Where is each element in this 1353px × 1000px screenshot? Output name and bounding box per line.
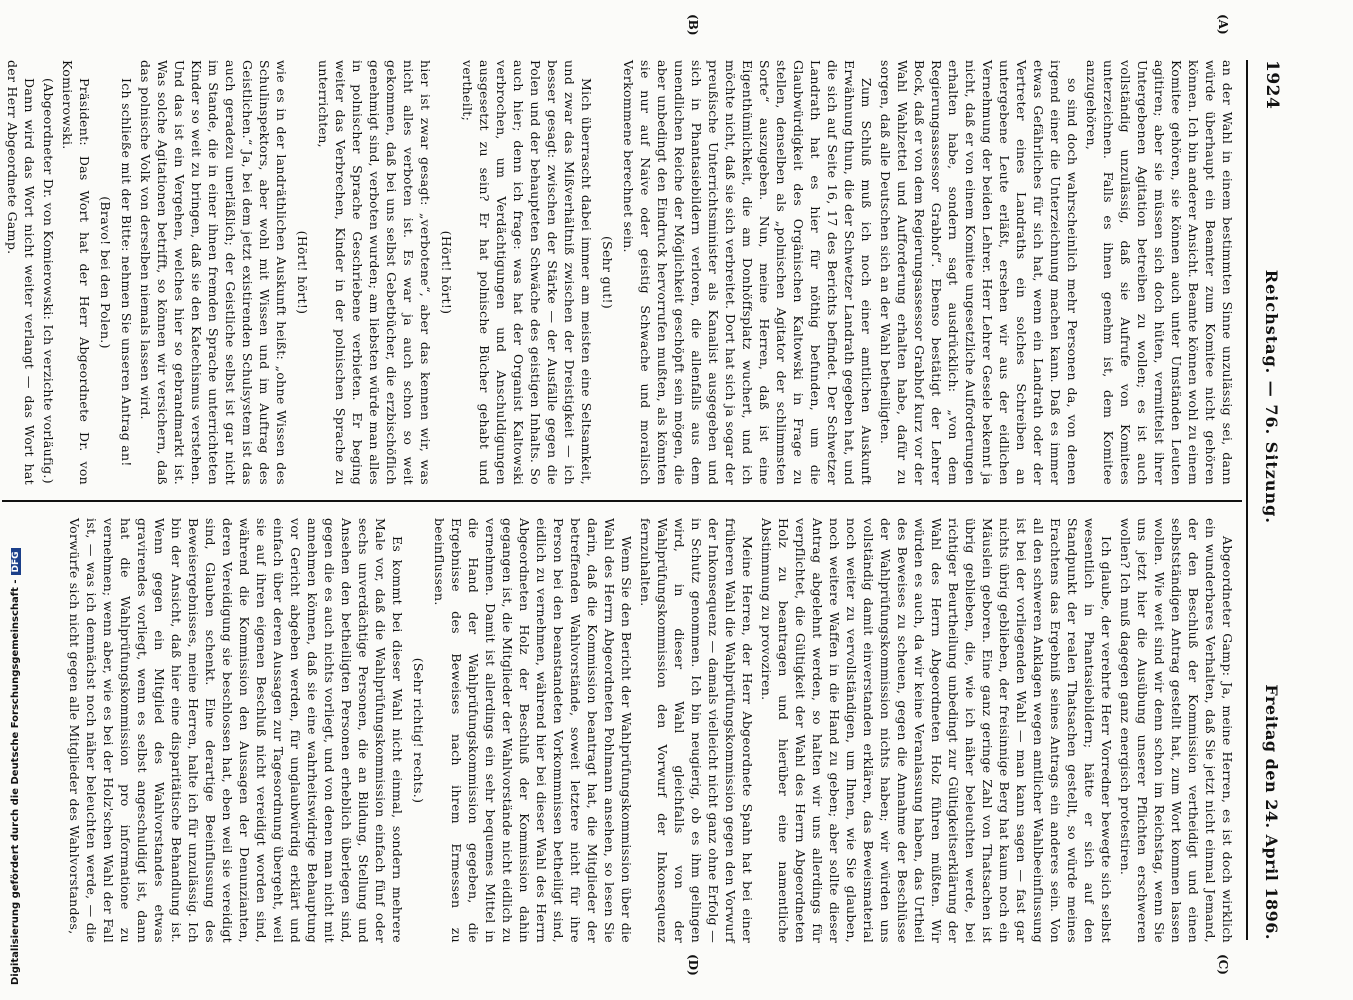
page-number: 1924 (1262, 60, 1282, 110)
interjection: (Sehr gut!) (600, 235, 615, 310)
column-divider (2, 500, 1242, 502)
interjection: (Bravo! bei den Polen.) (98, 196, 113, 349)
paragraph: (Abgeordneter Dr. von Komierowski: Ich verzichte vorläufig.) (41, 78, 56, 484)
interjection: (Hört! hört!) (295, 230, 310, 315)
header-date: Freitag den 24. April 1896. (1262, 684, 1282, 940)
margin-marker-d: (D) (686, 954, 700, 976)
paragraph: Dann wird das Wort nicht weiter verlangt — das Wort hat der Herr Abgeordnete Gamp. (5, 60, 37, 485)
paragraph: Präsident: Das Wort hat der Herr Abgeordnete Dr. von Komierowski. (60, 60, 92, 485)
paragraph: Meine Herren, der Herr Abgeordnete Spahn hat bei einer früheren Wahl die Wahlprüfungskommission gegen den Vorwurf der Inkonsequenz — damals vielleicht nicht ganz ohne Erfolg — in Schutz genommen. Ich bin neugierig, ob es ihm gelingen wird, in dieser Wahl gleichfalls von der Wahlprüfungskommission den Vorwurf der Inkonsequenz fernzuhalten. (638, 518, 755, 943)
paragraph: wie es in der landräthlichen Auskunft heißt: „ohne Wissen des Schulinspektors, aber wohl mit Wissen und im Auftrag des Geistlichen.“ Ja, bei dem jetzt existirenden Schulsystem ist das auch geradezu unerläßlich; der Geistliche selbst ist gar nicht im Stande, die in einer ihnen fremden Sprache unterrichteten Kinder so weit zu bringen, daß sie den Katechismus verstehen. Und das ist ein Vergehen, welches hier so gebrandmarkt ist. Was solche Agitationen betrifft, so können wir versichern, daß das polnische Volk von derselben niemals lassen wird. (138, 60, 289, 485)
margin-marker-b: (B) (686, 14, 700, 36)
paragraph: an der Wahl in einem bestimmten Sinne unzulässig sei, dann würde überhaupt ein Beamter zum Komitee nicht gehören können. Ich bin anderer Ansicht. Beamte können wohl zu einem Komitee gehören, sie können auch unter Umständen Leuten agitiren; aber sie müssen sich doch hüten, vermittelst ihrer Untergebenen Agitation betreiben zu wollen; es ist auch vollständig unzulässig, daß sie Aufrufe von Komitees unterzeichnen. Falls es ihnen genehm ist, dem Komitee anzugehören, (1084, 60, 1235, 485)
paragraph: Wenn Sie den Bericht der Wahlprüfungskommission über die Wahl des Herrn Abgeordneten Pohlmann ansehen, so lesen Sie darin, daß die Kommission beantragt hat, die Mitglieder der betreffenden Wahlvorstände, soweit letztere nicht für ihre Person bei den beanstandeten Vorkommnissen betheiligt sind, eidlich zu vernehmen, während hier bei dieser Wahl des Herrn Abgeordneten Holz der Beschluß der Kommission dahin gegangen ist, die Mitglieder der Wahlvorstände nicht eidlich zu vernehmen. Damit ist allerdings ein sehr bequemes Mittel in die Hand der Wahlprüfungskommission gegeben, die Ergebnisse des Beweises nach ihrem Ermessen zu beeinflussen. (432, 518, 634, 943)
margin-marker-a: (A) (1216, 14, 1230, 35)
digitization-note-text: Digitalisierung gefördert durch die Deutsche Forschungsgemeinschaft - (10, 579, 21, 985)
interjection: (Hört! hört!) (439, 230, 454, 315)
right-column (64, 518, 1236, 943)
paragraph: hier ist zwar gesagt: „verbotene“, aber das kennen wir, was nicht alles verboten ist. Es war ja auch schon so weit gekommen, daß bei uns selbst Gebetbücher, die erzbischöflich genehmigt sind, verboten wurden; am liebsten würde man alles in polnischer Sprache Geschriebene verbieten. Er beging weiter das Verbrechen, Kinder in der polnischen Sprache zu unterrichten, (316, 60, 433, 485)
header-title: Reichstag. — 76. Sitzung. (1262, 269, 1282, 524)
dfg-logo: DFG (11, 548, 21, 575)
paragraph: Abgeordneter Gamp: Ja, meine Herren, es ist doch wirklich ein wunderbares Verhalten, daß Sie jetzt nicht einmal Jemand, der den Beschluß der Kommission vertheidigt und einen selbstständigen Antrag gestellt hat, zum Wort kommen lassen wollen. Wie weit sind wir denn schon im Reichstag, wenn Sie uns jetzt hier die Ausübung unserer Pflichten erschweren wollen? Ich muß dagegen ganz energisch protestiren. (1118, 518, 1235, 943)
paragraph: Zum Schluß muß ich noch einer amtlichen Auskunft Erwähnung thun, die der Schwetzer Landrath gegeben hat, und die sich auf Seite 16, 17 des Berichts befindet. Der Schwetzer Landrath hat es hier für nöthig befunden, um die Glaubwürdigkeit des Orgänischen Kaltowski in Frage zu stellen, denselben als „polnischen Agitator der schlimmsten Sorte“ auszugeben. Nun, meine Herren, daß ist eine Eigenthümlichkeit, die am Donhöffsplatz wuchert, und ich möchte nicht, daß sie sich verbreitet. Dort hat sich ja sogar der preußische Unterrichtsminister als Kanalist ausgegeben und sich in Phantasiebildern verloren, die allenfalls aus dem unendlichen Reiche der Möglichkeit geschöpft sein mögen, die aber unbedingt den Eindruck hervorrufen mußten, als könnten sie nur auf Naive oder geistig Schwache und moralisch Verkommene berechnet sein. (621, 60, 874, 485)
header-rule (1246, 60, 1248, 940)
left-column (0, 60, 1236, 485)
paragraph: Mich überrascht dabei immer am meisten eine Seltsamkeit, und zwar das Mißverhältniß zwischen der Dreistigkeit — ich besser gesagt: zwischen der Stärke — der Ausfälle gegen die Polen und der behaupteten Schwäche des geistigen Inhalts. So auch hier; denn ich frage: was hat der Organist Kaltowski verbrochen, um Verdächtigungen und Anschuldigungen ausgesetzt zu sein? Er hat polnische Bücher gehabt und vertheilt; (460, 60, 594, 485)
paragraph: Ich glaube, der verehrte Herr Vorredner bewegte sich selbst wesentlich in Phantasiebildern; hätte er sich auf den Standpunkt der realen Thatsachen gestellt, so würde meines Erachtens das Ergebniß seines Antrags ein anderes sein. Von all den schweren Anklagen wegen amtlicher Wahlbeeinflussung ist bei der vorliegenden Wahl — man kann sagen — fast gar nichts übrig geblieben, der freisinnige Berg hat kaum noch ein Mäuslein geboren. Eine ganz geringe Zahl von Thatsachen ist übrig geblieben, die, wie ich näher beleuchten werde, bei richtiger Beurtheilung unbedingt zur Gültigkeitserklärung der Wahl des Herrn Abgeordneten Holz führen müßten. Wir würden es auch, da wir keine Veranlassung haben, das Urtheil des Beweises zu scheuen, gegen die Annahme der Beschlüsse der Wahlprüfungskommission nichts haben; wir würden uns vollständig damit einverstanden erklären, das Beweismaterial noch weiter zu vervollständigen, um Ihnen, wie Sie glauben, noch weitere Waffen in die Hand zu geben; aber sollte dieser Antrag abgelehnt werden, so halten wir uns allerdings für verpflichtet, die Gültigkeit der Wahl des Herrn Abgeordneten Holz zu beantragen und hierüber eine namentliche Abstimmung zu provoziren. (759, 518, 1114, 943)
margin-marker-c: (C) (1216, 954, 1230, 975)
paragraph: Ich schließe mit der Bitte: nehmen Sie unseren Antrag an! (119, 78, 134, 467)
paragraph: so sind doch wahrscheinlich mehr Personen da, von denen irgend einer die Unterzeichnung machen kann. Daß es immer etwas Gefährliches für sich hat, wenn ein Landrath oder der Vertreter eines Landraths ein solches Schreiben an untergebene Leute erläßt, ersehen wir aus der eidlichen Vernehmung der beiden Lehrer. Herr Lehrer Gesele bekennt ja nicht, daß er von einem Komitee ungesetzliche Aufforderungen erhalten habe, sondern sagt ausdrücklich: „von dem Regierungsassessor Grabhof“. Ebenso bestätigt der Lehrer Bock, daß er von dem Regierungsassessor Grabhof kurz vor der Wahl Wahlzettel und Aufforderung erhalten habe, dafür zu sorgen, daß alle Deutschen sich an der Wahl betheiligten. (878, 60, 1080, 485)
paragraph: Es kommt bei dieser Wahl nicht einmal, sondern mehrere Male vor, daß die Wahlprüfungskommission einfach fünf oder sechs unverdächtige Personen, die an Bildung, Stellung und Ansehen den betheiligten Personen erheblich überlegen sind, gegen die es auch nichts vorliegt, und von denen man nicht mit annehmen können, daß sie eine wahrheitswidrige Behauptung vor Gericht abgeben werden, für unglaubwürdig erklärt und einfach über deren Aussagen zur Tagesordnung übergeht, weil sie auf ihren eigenen Beschluß nicht vereidigt worden sind, während die Kommission den Aussagen der Denunzianten, deren Vereidigung sie beschlossen hat, eben weil sie vereidigt sind, Glauben schenkt. Eine derartige Beeinflussung des Beweisergebnisses, meine Herren, halte ich für unzulässig. Ich bin der Ansicht, daß hier eine disparitätische Behandlung ist. Wenn gegen ein Mitglied des Wahlvorstandes etwas gravirendes vorliegt, wenn es selbst angeschuldigt ist, dann hat die Wahlprüfungskommission pro informatione zu vernehmen; wenn aber, wie es bei der Holz'schen Wahl der Fall ist, — was ich demnächst noch näher beleuchten werde, — die Vorwürfe sich nicht gegen alle Mitglieder des Wahlvorstandes, (67, 518, 405, 943)
interjection: (Sehr richtig! rechts.) (411, 657, 426, 804)
digitization-note (10, 548, 21, 985)
page-header (1252, 60, 1292, 940)
